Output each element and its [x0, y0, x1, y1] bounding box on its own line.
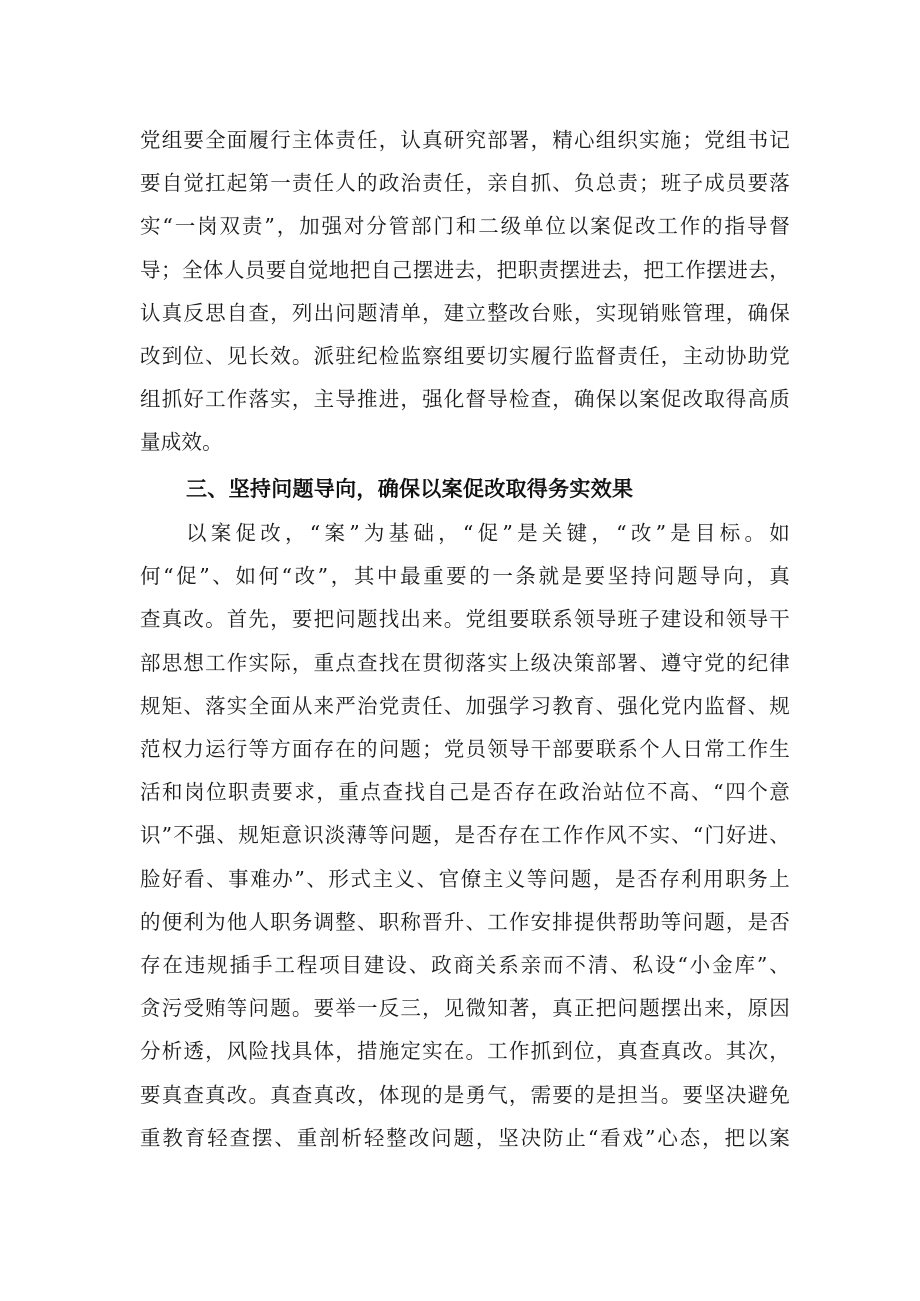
- paragraph-line: 的便利为他人职务调整、职称晋升、工作安排提供帮助等问题，是否: [140, 910, 790, 934]
- paragraph-line: 何“促”、如何“改”，其中最重要的一条就是要坚持问题导向，真: [140, 564, 790, 588]
- paragraph-line: 党组要全面履行主体责任，认真研究部署，精心组织实施；党组书记: [140, 128, 790, 152]
- section-heading: 三、坚持问题导向，确保以案促改取得务实效果: [186, 477, 634, 501]
- paragraph-line: 认真反思自查，列出问题清单，建立整改台账，实现销账管理，确保: [140, 301, 790, 325]
- paragraph-line: 活和岗位职责要求，重点查找自己是否存在政治站位不高、“四个意: [140, 780, 790, 804]
- paragraph-line: 以案促改，“案”为基础，“促”是关键，“改”是目标。如: [186, 521, 790, 545]
- paragraph-line: 改到位、见长效。派驻纪检监察组要切实履行监督责任，主动协助党: [140, 344, 790, 368]
- paragraph-line: 查真改。首先，要把问题找出来。党组要联系领导班子建设和领导干: [140, 607, 790, 631]
- paragraph-line: 量成效。: [140, 430, 223, 454]
- paragraph-line: 分析透，风险找具体，措施定实在。工作抓到位，真查真改。其次，: [140, 1039, 790, 1063]
- paragraph-line: 导；全体人员要自觉地把自己摆进去，把职责摆进去，把工作摆进去，: [140, 258, 790, 282]
- paragraph-line: 实“一岗双责”，加强对分管部门和二级单位以案促改工作的指导督: [140, 214, 790, 238]
- paragraph-line: 规矩、落实全面从来严治党责任、加强学习教育、强化党内监督、规: [140, 694, 790, 718]
- paragraph-line: 存在违规插手工程项目建设、政商关系亲而不清、私设“小金库”、: [140, 953, 790, 977]
- paragraph-line: 贪污受贿等问题。要举一反三，见微知著，真正把问题摆出来，原因: [140, 996, 790, 1020]
- paragraph-line: 重教育轻查摆、重剖析轻整改问题，坚决防止“看戏”心态，把以案: [140, 1126, 790, 1150]
- paragraph-line: 脸好看、事难办”、形式主义、官僚主义等问题，是否存利用职务上: [140, 867, 790, 891]
- paragraph-line: 组抓好工作落实，主导推进，强化督导检查，确保以案促改取得高质: [140, 387, 790, 411]
- paragraph-line: 识”不强、规矩意识淡薄等问题，是否存在工作作风不实、“门好进、: [140, 823, 790, 847]
- paragraph-line: 要真查真改。真查真改，体现的是勇气，需要的是担当。要坚决避免: [140, 1083, 790, 1107]
- paragraph-line: 部思想工作实际，重点查找在贯彻落实上级决策部署、遵守党的纪律: [140, 651, 790, 675]
- paragraph-line: 范权力运行等方面存在的问题；党员领导干部要联系个人日常工作生: [140, 737, 790, 761]
- paragraph-line: 要自觉扛起第一责任人的政治责任，亲自抓、负总责；班子成员要落: [140, 171, 790, 195]
